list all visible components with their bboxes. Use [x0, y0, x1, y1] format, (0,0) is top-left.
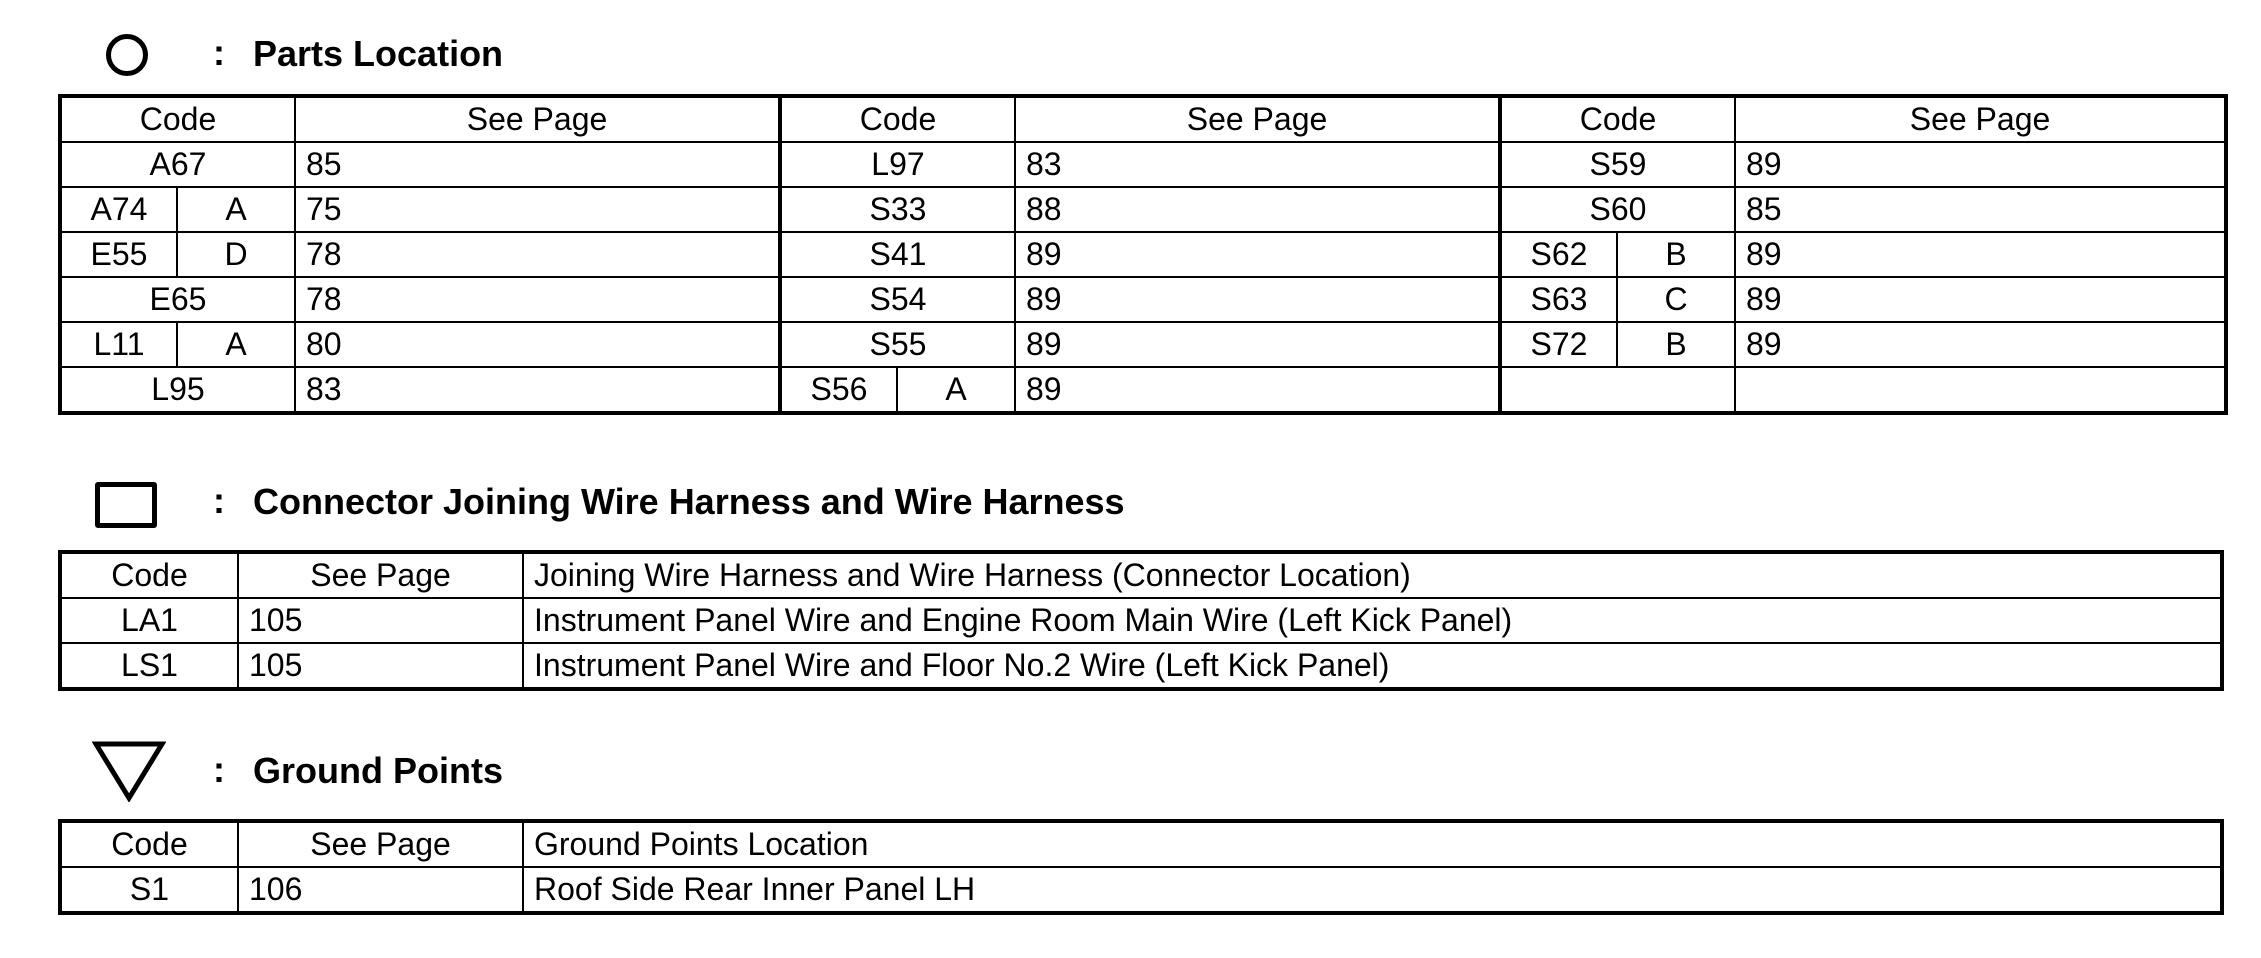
- part-code: L95: [60, 367, 295, 413]
- row-code: LS1: [60, 643, 238, 689]
- part-page: 89: [1015, 367, 1500, 413]
- table-row: [60, 277, 2226, 322]
- section-colon: :: [213, 480, 225, 521]
- part-page: 83: [295, 367, 780, 413]
- table-header-row: [60, 552, 2222, 598]
- part-page: 89: [1015, 277, 1500, 322]
- part-sub-code: B: [1617, 322, 1735, 367]
- part-code: S54: [780, 277, 1015, 322]
- triangle-down-icon: [92, 740, 166, 802]
- part-code: S60: [1500, 187, 1735, 232]
- part-page: 78: [295, 232, 780, 277]
- part-code: S63: [1500, 277, 1617, 322]
- header-code: Code: [60, 821, 238, 867]
- part-page: 89: [1735, 232, 2226, 277]
- table-header-row: [60, 96, 2226, 142]
- part-page: 88: [1015, 187, 1500, 232]
- part-code: S55: [780, 322, 1015, 367]
- table-row: [60, 322, 2226, 367]
- row-desc: Instrument Panel Wire and Floor No.2 Wire (Left Kick Panel): [523, 643, 2222, 689]
- part-code: S56: [780, 367, 897, 413]
- connector-joining-title: Connector Joining Wire Harness and Wire Harness: [253, 481, 1125, 522]
- part-code: E65: [60, 277, 295, 322]
- header-see-page: See Page: [238, 552, 523, 598]
- header-code: Code: [60, 96, 295, 142]
- part-code: S59: [1500, 142, 1735, 187]
- part-sub-code: A: [177, 322, 295, 367]
- part-sub-code: D: [177, 232, 295, 277]
- part-code: A67: [60, 142, 295, 187]
- part-sub-code: C: [1617, 277, 1735, 322]
- header-location: Ground Points Location: [523, 821, 2222, 867]
- row-desc: Instrument Panel Wire and Engine Room Main Wire (Left Kick Panel): [523, 598, 2222, 643]
- part-sub-code: A: [897, 367, 1015, 413]
- part-page: 78: [295, 277, 780, 322]
- ground-points-table: [58, 819, 2224, 915]
- header-code: Code: [780, 96, 1015, 142]
- part-page: 89: [1735, 277, 2226, 322]
- part-code: E55: [60, 232, 177, 277]
- part-page: 80: [295, 322, 780, 367]
- part-code: A74: [60, 187, 177, 232]
- part-page: 89: [1735, 322, 2226, 367]
- table-row: [60, 142, 2226, 187]
- header-see-page: See Page: [1015, 96, 1500, 142]
- part-code: S33: [780, 187, 1015, 232]
- part-page: [1735, 367, 2226, 413]
- row-desc: Roof Side Rear Inner Panel LH: [523, 867, 2222, 913]
- section-colon: :: [213, 749, 225, 790]
- header-code: Code: [1500, 96, 1735, 142]
- table-row: [60, 643, 2222, 689]
- part-sub-code: A: [177, 187, 295, 232]
- part-code: S72: [1500, 322, 1617, 367]
- part-page: 75: [295, 187, 780, 232]
- header-code: Code: [60, 552, 238, 598]
- part-page: 83: [1015, 142, 1500, 187]
- parts-location-title: Parts Location: [253, 33, 504, 74]
- row-code: S1: [60, 867, 238, 913]
- part-code: L11: [60, 322, 177, 367]
- circle-icon: [106, 34, 148, 76]
- table-row: [60, 867, 2222, 913]
- part-code: S62: [1500, 232, 1617, 277]
- part-page: 85: [295, 142, 780, 187]
- table-row: [60, 187, 2226, 232]
- row-page: 105: [238, 598, 523, 643]
- header-see-page: See Page: [295, 96, 780, 142]
- table-row: [60, 598, 2222, 643]
- part-code: S41: [780, 232, 1015, 277]
- row-code: LA1: [60, 598, 238, 643]
- part-page: 89: [1735, 142, 2226, 187]
- ground-points-title: Ground Points: [253, 750, 503, 791]
- part-page: 89: [1015, 322, 1500, 367]
- header-location: Joining Wire Harness and Wire Harness (Connector Location): [523, 552, 2222, 598]
- part-code: L97: [780, 142, 1015, 187]
- table-row: [60, 367, 2226, 413]
- section-colon: :: [213, 32, 225, 73]
- row-page: 105: [238, 643, 523, 689]
- table-header-row: [60, 821, 2222, 867]
- connector-joining-table: [58, 550, 2224, 691]
- header-see-page: See Page: [238, 821, 523, 867]
- part-sub-code: B: [1617, 232, 1735, 277]
- table-row: [60, 232, 2226, 277]
- part-page: 89: [1015, 232, 1500, 277]
- part-code: [1500, 367, 1735, 413]
- row-page: 106: [238, 867, 523, 913]
- parts-location-table: [58, 94, 2228, 415]
- rectangle-icon: [95, 482, 157, 528]
- header-see-page: See Page: [1735, 96, 2226, 142]
- part-page: 85: [1735, 187, 2226, 232]
